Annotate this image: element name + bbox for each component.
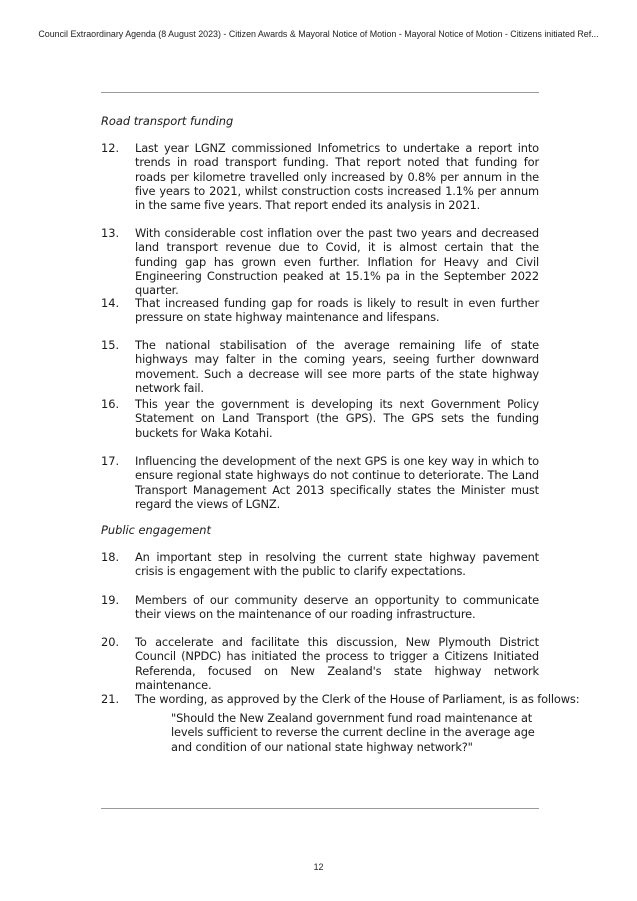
paragraph-number: 13. [101,226,120,240]
paragraph-text: Last year LGNZ commissioned Infometrics to undertake a report into trends in road transport funding. That report noted that funding for roads per kilometre travelled only increased by 0.8% per annum in the five years to 2021, whilst construction costs increased 1.1% per annum in the same five years. That report ended its analysis in 2021. [135,141,539,213]
paragraph-text: Influencing the development of the next GPS is one key way in which to ensure regional state highways do not continue to deteriorate. The Land Transport Management Act 2013 specifically states the Minister must regard the views of LGNZ. [135,454,539,511]
page-number: 12 [313,862,324,872]
paragraph-16 [101,397,539,440]
referendum-question-quote: "Should the New Zealand government fund road maintenance at levels sufficient to reverse the current decline in the average age and condition of our national state highway network?" [171,711,535,754]
section-heading-public-engagement: Public engagement [101,523,211,537]
paragraph-number: 19. [101,593,120,607]
paragraph-text: An important step in resolving the current state highway pavement crisis is engagement with the public to clarify expectations. [135,550,539,579]
paragraph-number: 12. [101,141,120,155]
paragraph-number: 16. [101,397,120,411]
paragraph-19 [101,593,539,622]
paragraph-number: 21. [101,692,120,706]
paragraph-text: Members of our community deserve an opportunity to communicate their views on the maintenance of our roading infrastructure. [135,593,539,622]
paragraph-21 [101,692,580,706]
paragraph-number: 14. [101,296,120,310]
paragraph-20 [101,635,539,692]
paragraph-13 [101,226,539,297]
paragraph-text: The wording, as approved by the Clerk of the House of Parliament, is as follows: [135,692,580,706]
paragraph-number: 15. [101,338,120,352]
paragraph-text: This year the government is developing its next Government Policy Statement on Land Transport (the GPS). The GPS sets the funding buckets for Waka Kotahi. [135,397,539,440]
section-heading-road-transport-funding: Road transport funding [101,114,234,128]
paragraph-text: To accelerate and facilitate this discussion, New Plymouth District Council (NPDC) has initiated the process to trigger a Citizens Initiated Referenda, focused on New Zealand's state highway network maintenance. [135,635,539,692]
paragraph-number: 17. [101,454,120,468]
paragraph-15 [101,338,539,395]
paragraph-number: 18. [101,550,120,564]
header-divider [101,92,539,93]
paragraph-text: The national stabilisation of the average remaining life of state highways may falter in the coming years, seeing further downward movement. Such a decrease will see more parts of the state highway network fail. [135,338,539,395]
paragraph-text: That increased funding gap for roads is likely to result in even further pressure on state highway maintenance and lifespans. [135,296,539,325]
paragraph-14 [101,296,539,325]
paragraph-18 [101,550,539,579]
paragraph-number: 20. [101,635,120,649]
footer-divider [101,808,539,809]
running-header: Council Extraordinary Agenda (8 August 2023) - Citizen Awards & Mayoral Notice of Motion - Mayoral Notice of Motion - Citizens initiated Ref... [38,29,599,39]
paragraph-12 [101,141,539,212]
paragraph-17 [101,454,539,511]
paragraph-text: With considerable cost inflation over the past two years and decreased land transport revenue due to Covid, it is almost certain that the funding gap has grown even further. Inflation for Heavy and Civil Engineering Construction peaked at 15.1% pa in the September 2022 quarter. [135,226,539,298]
